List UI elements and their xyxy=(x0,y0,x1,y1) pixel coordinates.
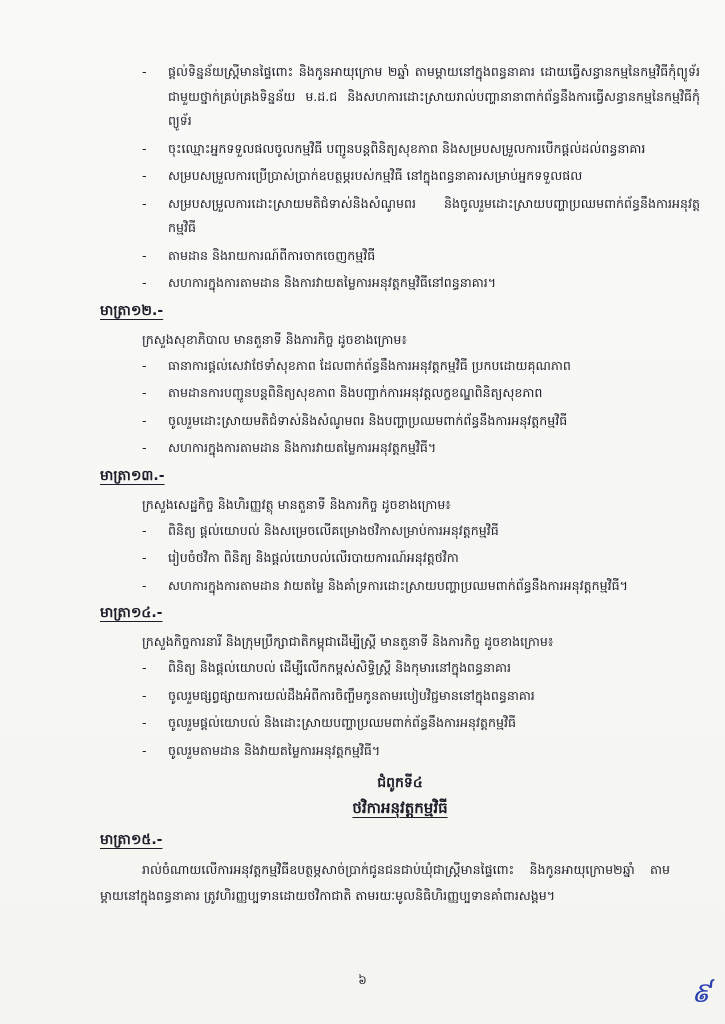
article-paragraph: រាល់ចំណាយលើការអនុវត្តកម្មវិធីឧបត្ថម្ភសាច់ប្រាក់ជូនជនជាប់ឃុំជាស្ត្រីមានផ្ទៃពោះ និងកូនអាយុក្រោម២ឆ្នាំ តាមម្តាយនៅក្នុងពន្ធនាគារ ត្រូវហិរញ្ញប្បទានដោយថវិកាជាតិ តាមរយៈមូលនិធិហិរញ្ញប្បទានគាំពារសង្គម។ xyxy=(100,862,670,903)
page-number: ៦ xyxy=(358,973,367,987)
handwritten-page-mark: ៩ xyxy=(691,976,711,1009)
article-12 xyxy=(100,300,700,461)
list-item: - ចូលរួមតាមដាន និងវាយតម្លៃការអនុវត្តកម្មវិធី។ xyxy=(142,739,700,764)
article-heading: មាត្រា១២.- xyxy=(100,302,164,319)
article-13 xyxy=(100,465,700,599)
list-item: - ចូលរួមផ្សព្វផ្សាយការយល់ដឹងអំពីការចិញ្ចឹមកូនតាមរបៀបវិជ្ជមាននៅក្នុងពន្ធនាគារ xyxy=(142,684,700,709)
list-item: - ពិនិត្យ ផ្តល់យោបល់ និងសម្រេចលើគម្រោងថវិកាសម្រាប់ការអនុវត្តកម្មវិធី xyxy=(142,519,700,544)
list-item: - តាមដានការបញ្ជូនបន្តពិនិត្យសុខភាព និងបញ្ជាក់ការអនុវត្តលក្ខខណ្ឌពិនិត្យសុខភាព xyxy=(142,381,700,406)
article-intro: ក្រសួងសេដ្ឋកិច្ច និងហិរញ្ញវត្ថុ មានតួនាទី និងភារកិច្ច ដូចខាងក្រោម៖ xyxy=(142,496,451,512)
list-item: - ពិនិត្យ និងផ្តល់យោបល់ ដើម្បីលើកកម្ពស់សិទ្ធិស្ត្រី និងកុមារនៅក្នុងពន្ធនាគារ xyxy=(142,656,700,681)
chapter-number: ជំពូកទី៤ xyxy=(377,775,423,791)
article-14 xyxy=(100,602,700,763)
list-item: - រៀបចំថវិកា ពិនិត្យ និងផ្តល់យោបល់លើរបាយការណ៍អនុវត្តថវិកា xyxy=(142,546,700,571)
list-item: - តាមដាន និងរាយការណ៍ពីការចាកចេញកម្មវិធី xyxy=(142,244,700,269)
list-item: - សម្របសម្រួលការដោះស្រាយមតិជំទាស់និងសំណូមពរ និងចូលរួមដោះស្រាយបញ្ហាប្រឈមពាក់ព័ន្ធនឹងការអនុវត្តកម្មវិធី xyxy=(142,192,700,241)
article-bullet-list xyxy=(100,519,700,599)
list-item: - ធានាការផ្តល់សេវាថែទាំសុខភាព ដែលពាក់ព័ន្ធនឹងការអនុវត្តកម្មវិធី ប្រកបដោយគុណភាព xyxy=(142,354,700,379)
list-item: - សហការក្នុងការតាមដាន និងការវាយតម្លៃការអនុវត្តកម្មវិធី។ xyxy=(142,436,700,461)
article-bullet-list xyxy=(100,354,700,461)
article-heading: មាត្រា១៥.- xyxy=(100,832,163,848)
chapter-title: ថវិកាអនុវត្តកម្មវិធី xyxy=(352,799,448,817)
list-item: - ចូលរួមផ្តល់យោបល់ និងដោះស្រាយបញ្ហាប្រឈមពាក់ព័ន្ធនឹងការអនុវត្តកម្មវិធី xyxy=(142,711,700,736)
article-15 xyxy=(100,829,700,909)
list-item: - សម្របសម្រួលការប្រើប្រាស់ប្រាក់ឧបត្ថម្ភរបស់កម្មវិធី នៅក្នុងពន្ធនាគារសម្រាប់អ្នកទទួលផល xyxy=(142,164,700,189)
article-heading: មាត្រា១៣.- xyxy=(100,467,165,484)
article-heading: មាត្រា១៤.- xyxy=(100,605,163,621)
article-intro: ក្រសួងសុខាភិបាល មានតួនាទី និងភារកិច្ច ដូចខាងក្រោម៖ xyxy=(142,331,407,347)
list-item: - ចុះឈ្មោះអ្នកទទួលផលចូលកម្មវិធី បញ្ជូនបន្តពិនិត្យសុខភាព និងសម្របសម្រួលការបើកផ្តល់ដល់ពន្ធនាគារ xyxy=(142,137,700,162)
list-item: - សហការក្នុងការតាមដាន វាយតម្លៃ និងគាំទ្រការដោះស្រាយបញ្ហាប្រឈមពាក់ព័ន្ធនឹងការអនុវត្តកម្មវិធី។ xyxy=(142,574,700,599)
list-item: - ចូលរួមដោះស្រាយមតិជំទាស់និងសំណូមពរ និងបញ្ហាប្រឈមពាក់ព័ន្ធនឹងការអនុវត្តកម្មវិធី xyxy=(142,409,700,434)
document-body xyxy=(100,60,700,909)
top-bullet-list xyxy=(100,60,700,296)
article-bullet-list xyxy=(100,656,700,763)
list-item: - សហការក្នុងការតាមដាន និងការវាយតម្លៃការអនុវត្តកម្មវិធីនៅពន្ធនាគារ។ xyxy=(142,271,700,296)
list-item: - ផ្តល់ទិន្នន័យស្ត្រីមានផ្ទៃពោះ និងកូនអាយុក្រោម ២ឆ្នាំ តាមម្តាយនៅក្នុងពន្ធនាគារ ដោយធ្វើសន្ធានកម្មនៃកម្មវិធីកុំព្យូទ័រ ជាមួយថ្នាក់គ្រប់គ្រងទិន្នន័យ ម.ដ.ជ និងសហការដោះស្រាយរាល់បញ្ហានានាពាក់ព័ន្ធនឹងការធ្វើសន្ធានកម្មនៃកម្មវិធីកុំព្យូទ័រ xyxy=(142,60,700,134)
article-intro: ក្រសួងកិច្ចការនារី និងក្រុមប្រឹក្សាជាតិកម្ពុជាដើម្បីស្ត្រី មានតួនាទី និងភារកិច្ច ដូចខាងក្រោម៖ xyxy=(142,634,554,649)
